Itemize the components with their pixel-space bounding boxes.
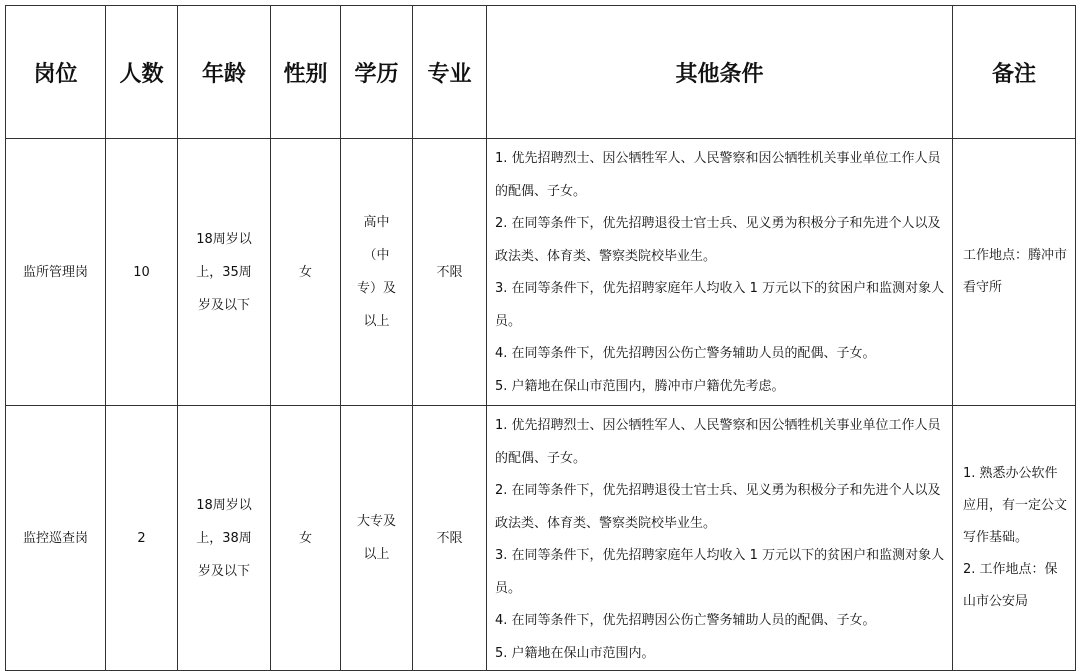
cell-position: 监所管理岗 <box>6 139 106 406</box>
cell-conditions <box>487 406 953 671</box>
cell-age: 18周岁以上，38周岁及以下 <box>178 406 271 671</box>
remark-item: 1. 熟悉办公软件应用，有一定公文写作基础。 <box>963 466 1068 545</box>
recruitment-table <box>5 5 1076 671</box>
condition-item: 5. 户籍地在保山市范围内，腾冲市户籍优先考虑。 <box>495 378 785 394</box>
cell-major: 不限 <box>413 406 487 671</box>
cell-education: 大专及以上 <box>341 406 413 671</box>
condition-item: 1. 优先招聘烈士、因公牺牲军人、人民警察和因公牺牲机关事业单位工作人员的配偶、子女。 <box>495 418 941 466</box>
cell-conditions <box>487 139 953 406</box>
header-position: 岗位 <box>6 6 106 139</box>
condition-item: 1. 优先招聘烈士、因公牺牲军人、人民警察和因公牺牲机关事业单位工作人员的配偶、子女。 <box>495 151 941 199</box>
condition-item: 4. 在同等条件下，优先招聘因公伤亡警务辅助人员的配偶、子女。 <box>495 346 876 361</box>
header-age: 年龄 <box>178 6 271 139</box>
header-gender: 性别 <box>271 6 341 139</box>
header-conditions: 其他条件 <box>487 6 953 139</box>
remark-item: 工作地点：腾冲市看守所 <box>963 248 1068 295</box>
cell-position: 监控巡查岗 <box>6 406 106 671</box>
header-major: 专业 <box>413 6 487 139</box>
condition-item: 5. 户籍地在保山市范围内。 <box>495 645 655 661</box>
cell-count: 10 <box>106 139 178 406</box>
condition-item: 3. 在同等条件下，优先招聘家庭年人均收入 1 万元以下的贫困户和监测对象人员。 <box>495 281 945 329</box>
condition-item: 2. 在同等条件下，优先招聘退役士官士兵、见义勇为积极分子和先进个人以及政法类、体育类、警察类院校毕业生。 <box>495 216 941 264</box>
cell-major: 不限 <box>413 139 487 406</box>
cell-remarks <box>953 139 1076 406</box>
cell-gender: 女 <box>271 406 341 671</box>
cell-education: 高中（中专）及以上 <box>341 139 413 406</box>
header-count: 人数 <box>106 6 178 139</box>
cell-gender: 女 <box>271 139 341 406</box>
remark-item: 2. 工作地点：保山市公安局 <box>963 562 1058 609</box>
header-row <box>6 6 1076 139</box>
condition-item: 3. 在同等条件下，优先招聘家庭年人均收入 1 万元以下的贫困户和监测对象人员。 <box>495 548 945 596</box>
header-education: 学历 <box>341 6 413 139</box>
cell-age: 18周岁以上，35周岁及以下 <box>178 139 271 406</box>
table-row <box>6 406 1076 671</box>
cell-remarks <box>953 406 1076 671</box>
condition-item: 2. 在同等条件下，优先招聘退役士官士兵、见义勇为积极分子和先进个人以及政法类、体育类、警察类院校毕业生。 <box>495 483 941 531</box>
cell-count: 2 <box>106 406 178 671</box>
header-remarks: 备注 <box>953 6 1076 139</box>
table-row <box>6 139 1076 406</box>
condition-item: 4. 在同等条件下，优先招聘因公伤亡警务辅助人员的配偶、子女。 <box>495 613 876 628</box>
